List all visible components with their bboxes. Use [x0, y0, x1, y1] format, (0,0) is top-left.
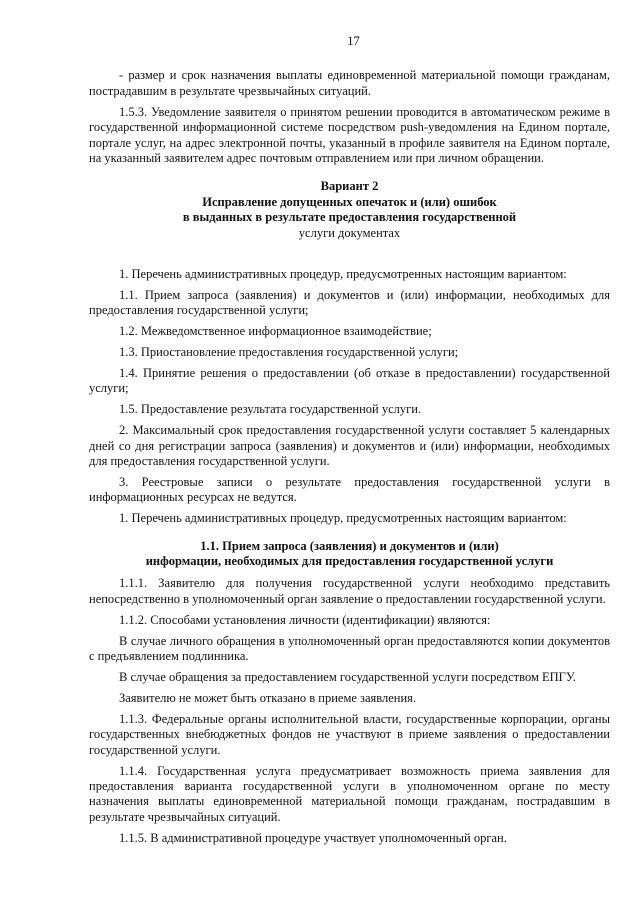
paragraph-procedures-list: 1. Перечень административных процедур, предусмотренных настоящим вариантом: — [119, 266, 567, 281]
paragraph-no-refusal: Заявителю не может быть отказано в приеме заявления. — [119, 690, 417, 705]
variant-heading-line-4: услуги документах — [298, 225, 401, 240]
paragraph-1-1-1: 1.1.1. Заявителю для получения государственной услуги необходимо представить непосредственно в уполномоченный орган заявление о предоставлении государственной услуги. — [89, 576, 610, 606]
variant-heading-line-2: Исправление допущенных опечаток и (или) ошибок — [202, 194, 497, 209]
paragraph-1-1-3: 1.1.3. Федеральные органы исполнительной власти, государственные корпорации, органы государственных внебюджетных фондов не участвуют в приеме заявления о предоставлении государственной услуги. — [89, 711, 610, 757]
variant-heading-line-1: Вариант 2 — [320, 179, 379, 194]
paragraph-1-1-5: 1.1.5. В административной процедуре участвует уполномоченный орган. — [119, 830, 507, 845]
paragraph-2-max-term: 2. Максимальный срок предоставления государственной услуги составляет 5 календарных дней со дня регистрации запроса (заявления) и документов и (или) информации, необходимых для предоставления государственной услуги. — [89, 423, 610, 469]
paragraph-procedures-list-repeat: 1. Перечень административных процедур, предусмотренных настоящим вариантом: — [119, 511, 567, 526]
paragraph-1-5: 1.5. Предоставление результата государственной услуги. — [119, 402, 422, 417]
paragraph-1-1-2: 1.1.2. Способами установления личности (идентификации) являются: — [119, 612, 491, 627]
paragraph-1-2: 1.2. Межведомственное информационное взаимодействие; — [119, 324, 432, 339]
paragraph-1-4: 1.4. Принятие решения о предоставлении (об отказе в предоставлении) государственной услуги; — [89, 366, 610, 396]
page-number: 17 — [347, 34, 360, 48]
variant-heading-line-3: в выданных в результате предоставления государственной — [182, 210, 517, 225]
paragraph-personal-appeal: В случае личного обращения в уполномоченный орган предоставляются копии документов с предъявлением подлинника. — [89, 633, 610, 664]
paragraph-material-aid-size: - размер и срок назначения выплаты единовременной материальной помощи гражданам, пострадавшим в результате чрезвычайных ситуаций. — [89, 68, 610, 98]
paragraph-1-1: 1.1. Прием запроса (заявления) и документов и (или) информации, необходимых для предоставления государственной услуги; — [89, 287, 610, 318]
variant-heading — [89, 179, 610, 241]
paragraph-1-3: 1.3. Приостановление предоставления государственной услуги; — [119, 345, 459, 360]
paragraph-3-registry: 3. Реестровые записи о результате предоставления государственной услуги в информационных ресурсах не ведутся. — [89, 474, 610, 505]
section-heading-1-1 — [89, 539, 610, 570]
paragraph-1-5-3: 1.5.3. Уведомление заявителя о принятом решении проводится в автоматическом режиме в государственной информационной системе посредством push-уведомления на Едином портале, портале услуг, на адрес электронной почты, указанный в профиле заявителя на Едином портале, на указанный заявителем адрес почтовым отправлением или при личном обращении. — [89, 104, 610, 165]
paragraph-epgu-appeal: В случае обращения за предоставлением государственной услуги посредством ЕПГУ. — [119, 670, 576, 684]
section-heading-line-2: информации, необходимых для предоставления государственной услуги — [145, 554, 554, 569]
paragraph-1-1-4: 1.1.4. Государственная услуга предусматривает возможность приема заявления для предоставления варианта государственной услуги в уполномоченном органе по месту назначения выплаты единовременной материальной помощи гражданам, пострадавшим в результате чрезвычайных ситуаций. — [89, 763, 610, 824]
section-heading-line-1: 1.1. Прием запроса (заявления) и документов и (или) — [200, 538, 499, 553]
